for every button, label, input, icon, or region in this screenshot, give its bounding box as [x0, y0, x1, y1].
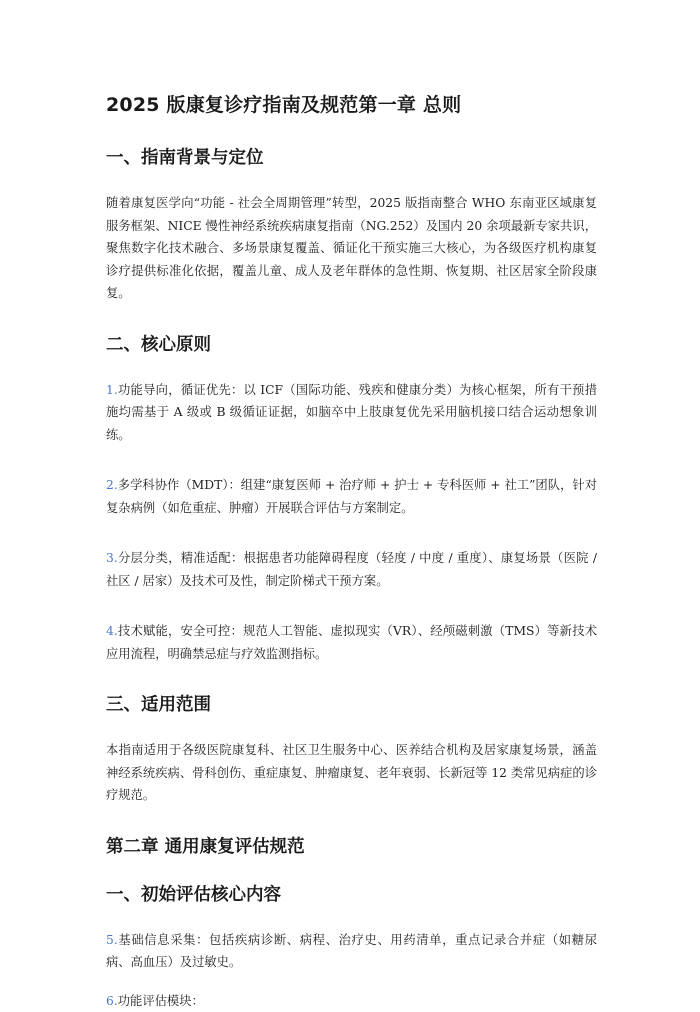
list-number: 1.	[106, 383, 118, 397]
list-item-assessment-5	[106, 929, 597, 974]
list-item-text: 分层分类，精准适配：根据患者功能障碍程度（轻度 / 中度 / 重度）、康复场景（医院 / 社区 / 居家）及技术可及性，制定阶梯式干预方案。	[106, 551, 597, 588]
list-item-text: 基础信息采集：包括疾病诊断、病程、治疗史、用药清单，重点记录合并症（如糖尿病、高血压）及过敏史。	[106, 933, 597, 970]
list-item-assessment-6	[106, 990, 597, 1012]
paragraph-background: 随着康复医学向“功能 - 社会全周期管理”转型，2025 版指南整合 WHO 东南亚区域康复服务框架、NICE 慢性神经系统疾病康复指南（NG.252）及国内 20 余项最新专家共识，聚焦数字化技术融合、多场景康复覆盖、循证化干预实施三大核心，为各级医疗机构康复诊疗提供标准化依据，覆盖儿童、成人及老年群体的急性期、恢复期、社区居家全阶段康复。	[106, 192, 597, 305]
chapter-heading-2: 第二章 通用康复评估规范	[106, 835, 597, 859]
list-item-text: 多学科协作（MDT）：组建“康复医师 + 治疗师 + 护士 + 专科医师 + 社工”团队，针对复杂病例（如危重症、肿瘤）开展联合评估与方案制定。	[106, 478, 597, 515]
list-number: 4.	[106, 624, 118, 638]
list-item-principle-4	[106, 620, 597, 665]
section-heading-scope: 三、适用范围	[106, 693, 597, 717]
document-title: 2025 版康复诊疗指南及规范第一章 总则	[106, 92, 597, 118]
list-number: 3.	[106, 551, 118, 565]
list-item-text: 技术赋能，安全可控：规范人工智能、虚拟现实（VR）、经颅磁刺激（TMS）等新技术应用流程，明确禁忌症与疗效监测指标。	[106, 624, 597, 661]
list-item-principle-2	[106, 474, 597, 519]
list-number: 5.	[106, 933, 118, 947]
list-number: 2.	[106, 478, 118, 492]
section-heading-principles: 二、核心原则	[106, 333, 597, 357]
section-heading-initial-assessment: 一、初始评估核心内容	[106, 883, 597, 907]
list-number: 6.	[106, 994, 118, 1008]
list-item-text: 功能导向，循证优先：以 ICF（国际功能、残疾和健康分类）为核心框架，所有干预措施均需基于 A 级或 B 级循证证据，如脑卒中上肢康复优先采用脑机接口结合运动想象训练。	[106, 383, 597, 442]
list-item-text: 功能评估模块：	[118, 994, 204, 1008]
paragraph-scope: 本指南适用于各级医院康复科、社区卫生服务中心、医养结合机构及居家康复场景，涵盖神经系统疾病、骨科创伤、重症康复、肿瘤康复、老年衰弱、长新冠等 12 类常见病症的诊疗规范。	[106, 739, 597, 807]
section-heading-background: 一、指南背景与定位	[106, 146, 597, 170]
list-item-principle-1	[106, 379, 597, 447]
list-item-principle-3	[106, 547, 597, 592]
